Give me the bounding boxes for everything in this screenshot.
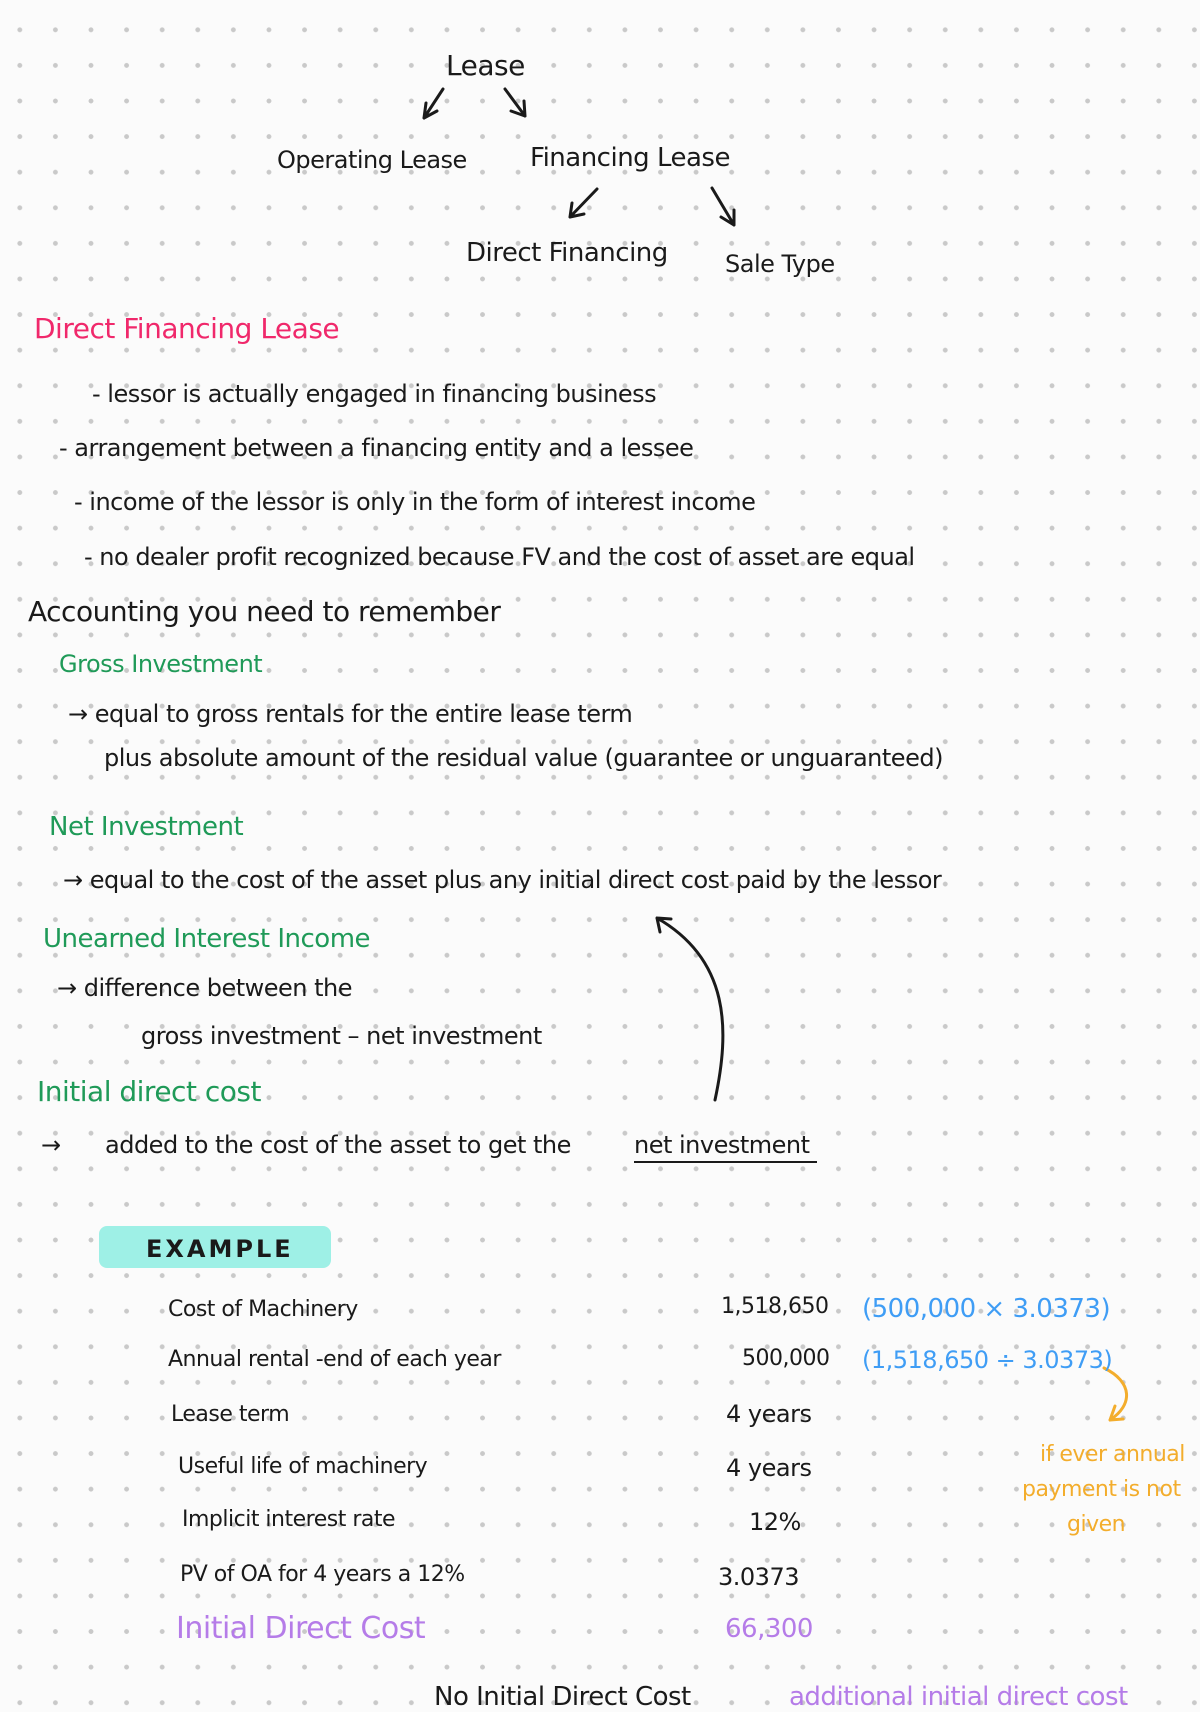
footer-right: additional initial direct cost	[789, 1682, 1128, 1712]
example-row-label: Annual rental -end of each year	[168, 1347, 501, 1372]
dfl-heading: Direct Financing Lease	[34, 312, 340, 345]
gross-investment-line-2: plus absolute amount of the residual value (guarantee or unguaranteed)	[104, 744, 943, 772]
gross-investment-title: Gross Investment	[59, 650, 263, 678]
initial-direct-cost-arrow: →	[41, 1131, 61, 1159]
tree-arrow-sub-right	[712, 188, 734, 225]
net-investment-line-1: → equal to the cost of the asset plus any initial direct cost paid by the lessor	[63, 866, 942, 894]
initial-direct-cost-title: Initial direct cost	[37, 1075, 261, 1108]
example-row-value: 3.0373	[718, 1563, 799, 1591]
example-row-label: Cost of Machinery	[168, 1297, 358, 1322]
tree-sub-left: Direct Financing	[466, 238, 668, 268]
tree-root: Lease	[446, 49, 525, 82]
example-row-value: 1,518,650	[721, 1294, 829, 1319]
curved-arrow	[657, 918, 723, 1100]
unearned-interest-line-2: gross investment – net investment	[141, 1022, 542, 1050]
net-investment-title: Net Investment	[49, 812, 244, 842]
tree-sub-right: Sale Type	[725, 250, 835, 278]
dfl-bullet-1: - lessor is actually engaged in financing business	[92, 380, 657, 408]
dfl-bullet-3: - income of the lessor is only in the form of interest income	[74, 488, 756, 516]
example-row-value: 500,000	[742, 1346, 830, 1371]
example-row-value: 66,300	[725, 1614, 813, 1644]
gross-investment-line-1: → equal to gross rentals for the entire lease term	[68, 700, 633, 728]
example-row-value: 4 years	[726, 1454, 812, 1482]
example-row-value: 4 years	[726, 1400, 812, 1428]
example-row-label: Initial Direct Cost	[176, 1611, 426, 1646]
example-row-label: Lease term	[171, 1402, 290, 1427]
accounting-heading: Accounting you need to remember	[28, 595, 501, 628]
tree-right-child: Financing Lease	[530, 143, 730, 173]
dfl-bullet-2: - arrangement between a financing entity and a lessee	[59, 434, 694, 462]
tree-left-child: Operating Lease	[277, 146, 467, 174]
tree-arrow-sub-left	[570, 189, 597, 217]
net-investment-underlined: net investment	[634, 1133, 817, 1163]
example-row-label: Useful life of machinery	[178, 1454, 428, 1479]
initial-direct-cost-line-1: added to the cost of the asset to get the	[105, 1131, 571, 1159]
note-line-2: payment is not	[1022, 1477, 1181, 1502]
footer-left: No Initial Direct Cost	[434, 1682, 691, 1712]
unearned-interest-line-1: → difference between the	[57, 974, 353, 1002]
unearned-interest-title: Unearned Interest Income	[43, 924, 371, 954]
tree-arrow-left	[424, 89, 443, 118]
example-row-value: 12%	[749, 1508, 801, 1536]
note-line-3: given	[1067, 1512, 1126, 1537]
calc-cost-of-machinery: (500,000 × 3.0373)	[862, 1294, 1111, 1324]
note-line-1: if ever annual	[1040, 1442, 1185, 1467]
example-badge	[99, 1226, 331, 1268]
example-row-label: Implicit interest rate	[182, 1507, 396, 1532]
note-arrow	[1104, 1368, 1127, 1420]
tree-arrow-right	[505, 89, 525, 116]
calc-annual-rental: (1,518,650 ÷ 3.0373)	[862, 1346, 1113, 1374]
dfl-bullet-4: - no dealer profit recognized because FV and the cost of asset are equal	[84, 543, 915, 571]
example-badge-label: EXAMPLE	[146, 1235, 294, 1263]
example-row-label: PV of OA for 4 years a 12%	[180, 1562, 465, 1587]
